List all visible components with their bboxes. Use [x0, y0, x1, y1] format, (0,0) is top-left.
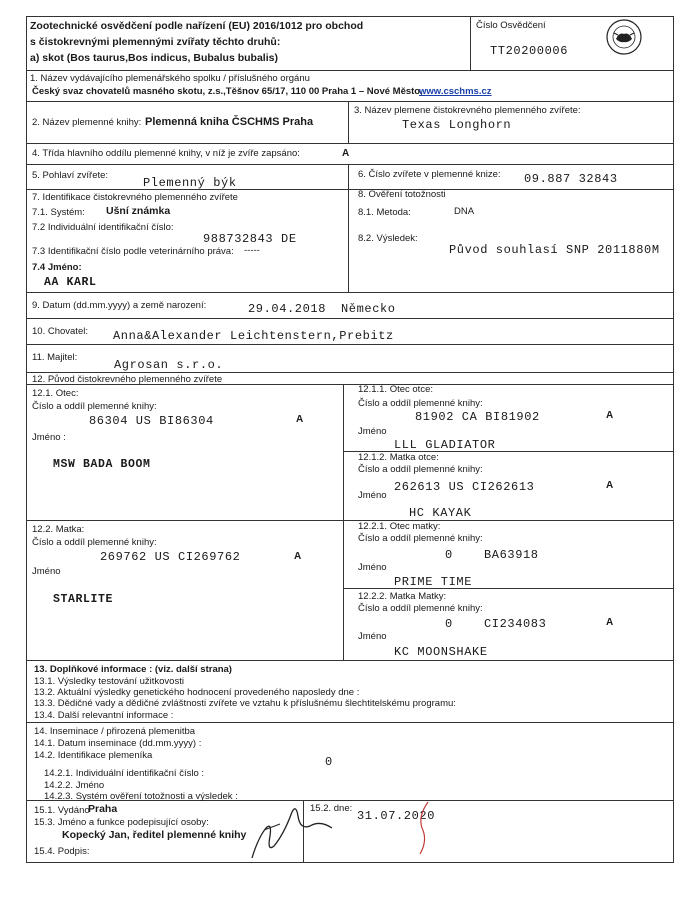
- dam-dam-book-label: Číslo a oddíl plemenné knihy:: [358, 603, 483, 614]
- dam-book-label: Číslo a oddíl plemenné knihy:: [32, 537, 157, 548]
- dam-dam-number-a: 0: [445, 617, 453, 631]
- sire-identification-value: 0: [325, 755, 333, 769]
- breeder-label: 10. Chovatel:: [32, 326, 88, 337]
- dam-sire-label: 12.2.1. Otec matky:: [358, 521, 441, 532]
- breed-label: 3. Název plemene čistokrevného plemenného zvířete:: [354, 105, 581, 116]
- sire-sire-name: LLL GLADIATOR: [394, 438, 496, 452]
- certificate-number-label: Číslo Osvědčení: [476, 20, 546, 31]
- dam-dam-label: 12.2.2. Matka Matky:: [358, 591, 447, 602]
- signatory-label: 15.3. Jméno a funkce podepisující osoby:: [34, 817, 209, 828]
- vet-id-label: 7.3 Identifikační číslo podle veterinárního práva:: [32, 246, 234, 257]
- title-line-3: a) skot (Bos taurus,Bos indicus, Bubalus bubalis): [30, 52, 278, 64]
- sire-dam-class: A: [606, 480, 614, 491]
- certificate-number: TT20200006: [490, 44, 569, 58]
- title-line-2: s čistokrevnými plemennými zvířaty těchto druhů:: [30, 36, 281, 48]
- dam-sire-number-a: 0: [445, 548, 453, 562]
- handwritten-signature: [240, 798, 460, 868]
- animal-name-label: 7.4 Jméno:: [32, 262, 82, 273]
- dam-sire-name: PRIME TIME: [394, 575, 473, 589]
- birth-date: 29.04.2018: [248, 302, 327, 316]
- sire-label: 12.1. Otec:: [32, 388, 79, 399]
- sire-class: A: [296, 414, 304, 425]
- issued-label: 15.1. Vydáno: [34, 805, 90, 816]
- result-label: 8.2. Výsledek:: [358, 233, 418, 244]
- sire-sire-class: A: [606, 410, 614, 421]
- identification-label: 7. Identifikace čistokrevného plemenného zvířete: [32, 192, 238, 203]
- sire-sire-number: 81902 CA BI81902: [415, 410, 540, 424]
- system-label: 7.1. Systém:: [32, 207, 85, 218]
- dam-number: 269762 US CI269762: [100, 550, 241, 564]
- dam-class: A: [294, 551, 302, 562]
- hereditary-defects: 13.3. Dědičné vady a dědičné zvláštnosti zvířete ve vztahu k příslušnému šlechtitelskému programu:: [34, 698, 456, 709]
- individual-id: 988732843 DE: [203, 232, 297, 246]
- sire-name-label-14: 14.2.2. Jméno: [44, 780, 105, 791]
- website-link[interactable]: www.cschms.cz: [419, 86, 492, 97]
- method-label: 8.1. Metoda:: [358, 207, 411, 218]
- dam-name-label: Jméno: [32, 566, 61, 577]
- sire-name-label: Jméno :: [32, 432, 66, 443]
- birth-country: Německo: [341, 302, 396, 316]
- sire-individual-id-label: 14.2.1. Individuální identifikační číslo :: [44, 768, 205, 779]
- title-line-1: Zootechnické osvědčení podle nařízení (EU) 2016/1012 pro obchod: [30, 20, 364, 32]
- insemination-label: 14. Inseminace / přirozená plemenitba: [34, 726, 196, 737]
- herd-book-name: Plemenná kniha ČSCHMS Praha: [145, 116, 314, 128]
- sire-dam-label: 12.1.2. Matka otce:: [358, 452, 439, 463]
- pedigree-label: 12. Původ čistokrevného plemenného zvířete: [32, 374, 223, 385]
- individual-id-label: 7.2 Individuální identifikační číslo:: [32, 222, 174, 233]
- sex-value: Plemenný býk: [143, 176, 237, 190]
- identity-verification-label: 8. Ověření totožnosti: [358, 189, 446, 200]
- sire-sire-book-label: Číslo a oddíl plemenné knihy:: [358, 398, 483, 409]
- dam-dam-name: KC MOONSHAKE: [394, 645, 488, 659]
- sire-dam-number: 262613 US CI262613: [394, 480, 535, 494]
- issue-date-label: 15.2. dne:: [310, 803, 353, 814]
- issuing-organisation: Český svaz chovatelů masného skotu, z.s.,Těšnov 65/17, 110 00 Praha 1 – Nové Město,: [32, 86, 423, 97]
- signature-label: 15.4. Podpis:: [34, 846, 90, 857]
- sire-dam-name: HC KAYAK: [409, 506, 472, 520]
- dam-sire-name-label: Jméno: [358, 562, 387, 573]
- insemination-date-label: 14.1. Datum inseminace (dd.mm.yyyy) :: [34, 738, 202, 749]
- dam-label: 12.2. Matka:: [32, 524, 85, 535]
- result-value: Původ souhlasí SNP 2011880M: [449, 243, 660, 257]
- sire-book-label: Číslo a oddíl plemenné knihy:: [32, 401, 157, 412]
- sire-sire-label: 12.1.1. Otec otce:: [358, 384, 433, 395]
- herd-book-class-label: 4. Třída hlavního oddílu plemenné knihy, v níž je zvíře zapsáno:: [32, 148, 300, 159]
- herd-book-class: A: [342, 148, 350, 159]
- verification-system-label: 14.2.3. Systém ověření totožnosti a výsledek :: [44, 791, 238, 802]
- dam-dam-class: A: [606, 617, 614, 628]
- owner-name: Agrosan s.r.o.: [114, 358, 224, 372]
- genetic-evaluation: 13.2. Aktuální výsledky genetického hodnocení provedeného naposledy dne :: [34, 687, 360, 698]
- other-info: 13.4. Další relevantní informace :: [34, 710, 174, 721]
- sire-dam-book-label: Číslo a oddíl plemenné knihy:: [358, 464, 483, 475]
- sire-sire-name-label: Jméno: [358, 426, 387, 437]
- owner-label: 11. Majitel:: [32, 352, 78, 363]
- issuing-organisation-label: 1. Název vydávajícího plemenářského spolku / příslušného orgánu: [30, 73, 310, 84]
- dam-sire-number-b: BA63918: [484, 548, 539, 562]
- birth-label: 9. Datum (dd.mm.yyyy) a země narození:: [32, 300, 207, 311]
- dam-dam-name-label: Jméno: [358, 631, 387, 642]
- issue-date: 31.07.2020: [357, 809, 436, 823]
- sire-dam-name-label: Jméno: [358, 490, 387, 501]
- association-seal-icon: [605, 18, 643, 56]
- breed-name: Texas Longhorn: [402, 118, 512, 132]
- herd-book-label: 2. Název plemenné knihy:: [32, 117, 142, 128]
- dam-name: STARLITE: [53, 593, 114, 606]
- sire-identification-label: 14.2. Identifikace plemeníka: [34, 750, 153, 761]
- additional-info-label: 13. Doplňkové informace : (viz. další strana): [34, 664, 232, 675]
- dam-dam-number-b: CI234083: [484, 617, 547, 631]
- sire-number: 86304 US BI86304: [89, 414, 214, 428]
- performance-results: 13.1. Výsledky testování užitkovosti: [34, 676, 184, 687]
- animal-number-label: 6. Číslo zvířete v plemenné knize:: [358, 169, 501, 180]
- system-value: Ušní známka: [106, 205, 171, 217]
- animal-number: 09.887 32843: [524, 172, 618, 186]
- breeder-name: Anna&Alexander Leichtenstern,Prebitz: [113, 329, 394, 343]
- signatory-name: Kopecký Jan, ředitel plemenné knihy: [62, 829, 247, 841]
- issued-place: Praha: [88, 803, 118, 815]
- sex-label: 5. Pohlaví zvířete:: [32, 170, 109, 181]
- animal-name: AA KARL: [44, 276, 97, 289]
- sire-name: MSW BADA BOOM: [53, 458, 151, 471]
- dam-sire-book-label: Číslo a oddíl plemenné knihy:: [358, 533, 483, 544]
- method-value: DNA: [454, 206, 475, 217]
- vet-id: -----: [244, 245, 260, 256]
